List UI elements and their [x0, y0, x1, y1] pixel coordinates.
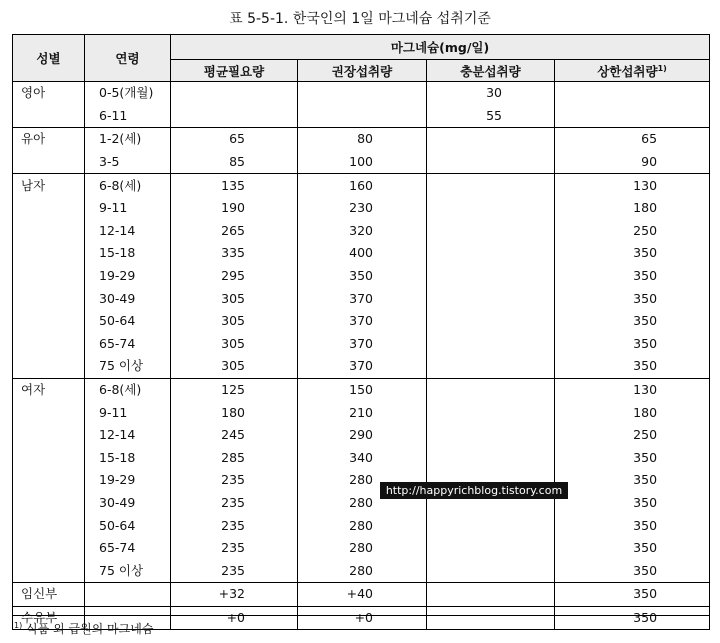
table-row [13, 151, 710, 174]
cell-ul: 350 [555, 559, 710, 582]
cell-ai [427, 242, 555, 265]
cell-sex: 남자 [13, 174, 85, 197]
table-row [13, 447, 710, 470]
table-row [13, 333, 710, 356]
cell-age: 15-18 [85, 242, 171, 265]
table-row [13, 310, 710, 333]
cell-ear [171, 105, 298, 128]
cell-ai [427, 333, 555, 356]
header-magnesium-group: 마그네슘(mg/일) [171, 35, 710, 60]
table-row [13, 287, 710, 310]
cell-ear: 295 [171, 265, 298, 288]
cell-sex [13, 220, 85, 243]
cell-ear: 235 [171, 469, 298, 492]
cell-ul: 90 [555, 151, 710, 174]
header-ul-label: 상한섭취량 [597, 63, 658, 79]
cell-ear: +32 [171, 583, 298, 607]
cell-ai: 30 [427, 82, 555, 105]
cell-ul: 350 [555, 242, 710, 265]
cell-rni: 280 [298, 514, 427, 537]
cell-rni: 280 [298, 492, 427, 515]
table-row [13, 537, 710, 560]
cell-ear: 190 [171, 197, 298, 220]
cell-sex: 영아 [13, 82, 85, 105]
cell-rni: 100 [298, 151, 427, 174]
table-bottom-rule [12, 615, 709, 616]
cell-ear: 180 [171, 401, 298, 424]
table-row [13, 514, 710, 537]
table-row [13, 492, 710, 515]
cell-rni: 400 [298, 242, 427, 265]
cell-ai [427, 424, 555, 447]
cell-age: 50-64 [85, 310, 171, 333]
cell-ear: 305 [171, 333, 298, 356]
cell-rni: 370 [298, 355, 427, 378]
cell-ul: 180 [555, 197, 710, 220]
cell-age: 9-11 [85, 401, 171, 424]
footnote-mark: 1) [14, 621, 23, 630]
cell-age: 12-14 [85, 424, 171, 447]
cell-ear [171, 82, 298, 105]
magnesium-intake-table [12, 34, 710, 630]
cell-ul: 65 [555, 128, 710, 151]
cell-ai [427, 514, 555, 537]
cell-ear: 235 [171, 514, 298, 537]
cell-ul: 350 [555, 606, 710, 630]
cell-ai [427, 559, 555, 582]
cell-sex [13, 265, 85, 288]
cell-sex [13, 447, 85, 470]
cell-ul: 350 [555, 492, 710, 515]
cell-ai [427, 128, 555, 151]
cell-rni: 280 [298, 559, 427, 582]
cell-age: 6-11 [85, 105, 171, 128]
table-row [13, 378, 710, 401]
table-row [13, 197, 710, 220]
cell-sex [13, 559, 85, 582]
table-row [13, 128, 710, 151]
table-row [13, 583, 710, 607]
cell-sex: 여자 [13, 378, 85, 401]
cell-rni: +40 [298, 583, 427, 607]
table-row [13, 424, 710, 447]
cell-sex [13, 401, 85, 424]
table-row [13, 265, 710, 288]
cell-ai [427, 151, 555, 174]
cell-ul: 350 [555, 514, 710, 537]
cell-sex [13, 310, 85, 333]
footnote-text: 식품 외 급원의 마그네슘 [26, 622, 154, 636]
cell-rni: 370 [298, 333, 427, 356]
table-row [13, 559, 710, 582]
table-row [13, 469, 710, 492]
cell-ai [427, 265, 555, 288]
table-row [13, 220, 710, 243]
cell-sex [13, 469, 85, 492]
table-body [13, 82, 710, 630]
cell-age: 3-5 [85, 151, 171, 174]
cell-ear: 235 [171, 492, 298, 515]
header-ul [555, 60, 710, 82]
cell-ai [427, 197, 555, 220]
cell-ul: 250 [555, 220, 710, 243]
table-row [13, 105, 710, 128]
cell-age: 19-29 [85, 469, 171, 492]
cell-rni: 280 [298, 537, 427, 560]
header-sex: 성별 [13, 35, 85, 82]
cell-ear: 235 [171, 537, 298, 560]
cell-sex: 수유부 [13, 606, 85, 630]
cell-rni: 350 [298, 265, 427, 288]
cell-age: 30-49 [85, 287, 171, 310]
cell-rni: 320 [298, 220, 427, 243]
cell-rni: 80 [298, 128, 427, 151]
cell-ear: 65 [171, 128, 298, 151]
watermark-url: http://happyrichblog.tistory.com [380, 482, 568, 499]
cell-ai [427, 537, 555, 560]
cell-ul: 350 [555, 469, 710, 492]
header-ul-footnote-mark: 1) [657, 63, 667, 73]
cell-sex [13, 197, 85, 220]
cell-age: 75 이상 [85, 559, 171, 582]
cell-rni: 290 [298, 424, 427, 447]
header-ai: 충분섭취량 [427, 60, 555, 82]
cell-ul: 350 [555, 447, 710, 470]
cell-ul: 350 [555, 287, 710, 310]
footnote [14, 620, 153, 637]
cell-sex [13, 242, 85, 265]
cell-ul: 350 [555, 583, 710, 607]
cell-sex [13, 355, 85, 378]
cell-ai [427, 287, 555, 310]
cell-ai [427, 310, 555, 333]
cell-ear: 85 [171, 151, 298, 174]
cell-ear: 285 [171, 447, 298, 470]
cell-sex [13, 105, 85, 128]
cell-age: 12-14 [85, 220, 171, 243]
cell-rni: 160 [298, 174, 427, 197]
cell-rni: +0 [298, 606, 427, 630]
cell-sex [13, 492, 85, 515]
cell-ear: 125 [171, 378, 298, 401]
cell-rni: 280 [298, 469, 427, 492]
cell-ear: 135 [171, 174, 298, 197]
cell-ear: 305 [171, 310, 298, 333]
table-row [13, 355, 710, 378]
header-age: 연령 [85, 35, 171, 82]
cell-sex [13, 537, 85, 560]
cell-age: 1-2(세) [85, 128, 171, 151]
cell-ul: 350 [555, 355, 710, 378]
cell-age: 19-29 [85, 265, 171, 288]
cell-rni [298, 105, 427, 128]
cell-sex: 임신부 [13, 583, 85, 607]
cell-ear: 305 [171, 287, 298, 310]
cell-ai [427, 174, 555, 197]
cell-sex: 유아 [13, 128, 85, 151]
header-ear: 평균필요량 [171, 60, 298, 82]
cell-sex [13, 333, 85, 356]
cell-age: 0-5(개월) [85, 82, 171, 105]
cell-ai [427, 401, 555, 424]
cell-age: 9-11 [85, 197, 171, 220]
cell-ul [555, 105, 710, 128]
cell-ul: 180 [555, 401, 710, 424]
cell-age: 15-18 [85, 447, 171, 470]
cell-age: 50-64 [85, 514, 171, 537]
cell-ul: 130 [555, 378, 710, 401]
cell-ear: +0 [171, 606, 298, 630]
cell-ear: 245 [171, 424, 298, 447]
cell-ul: 350 [555, 310, 710, 333]
cell-ul: 250 [555, 424, 710, 447]
cell-rni: 340 [298, 447, 427, 470]
table-row [13, 242, 710, 265]
cell-ear: 265 [171, 220, 298, 243]
cell-rni: 150 [298, 378, 427, 401]
cell-age: 6-8(세) [85, 378, 171, 401]
cell-age: 30-49 [85, 492, 171, 515]
cell-age: 6-8(세) [85, 174, 171, 197]
cell-ul: 350 [555, 265, 710, 288]
cell-sex [13, 151, 85, 174]
cell-rni: 370 [298, 287, 427, 310]
cell-sex [13, 424, 85, 447]
table-row [13, 174, 710, 197]
cell-sex [13, 514, 85, 537]
header-rni: 권장섭취량 [298, 60, 427, 82]
cell-ai [427, 583, 555, 607]
cell-age: 65-74 [85, 537, 171, 560]
table-row [13, 82, 710, 105]
cell-ear: 235 [171, 559, 298, 582]
cell-ai [427, 355, 555, 378]
cell-age: 65-74 [85, 333, 171, 356]
cell-ul [555, 82, 710, 105]
cell-ear: 335 [171, 242, 298, 265]
cell-ul: 350 [555, 537, 710, 560]
cell-rni [298, 82, 427, 105]
cell-rni: 210 [298, 401, 427, 424]
cell-ear: 305 [171, 355, 298, 378]
cell-rni: 230 [298, 197, 427, 220]
cell-ai: 55 [427, 105, 555, 128]
cell-ai [427, 606, 555, 630]
cell-age [85, 583, 171, 607]
cell-ul: 350 [555, 333, 710, 356]
cell-age: 75 이상 [85, 355, 171, 378]
cell-ai [427, 220, 555, 243]
cell-rni: 370 [298, 310, 427, 333]
cell-sex [13, 287, 85, 310]
cell-ai [427, 447, 555, 470]
cell-ul: 130 [555, 174, 710, 197]
cell-ai [427, 378, 555, 401]
table-row [13, 401, 710, 424]
table-caption: 표 5-5-1. 한국인의 1일 마그네슘 섭취기준 [229, 11, 491, 27]
